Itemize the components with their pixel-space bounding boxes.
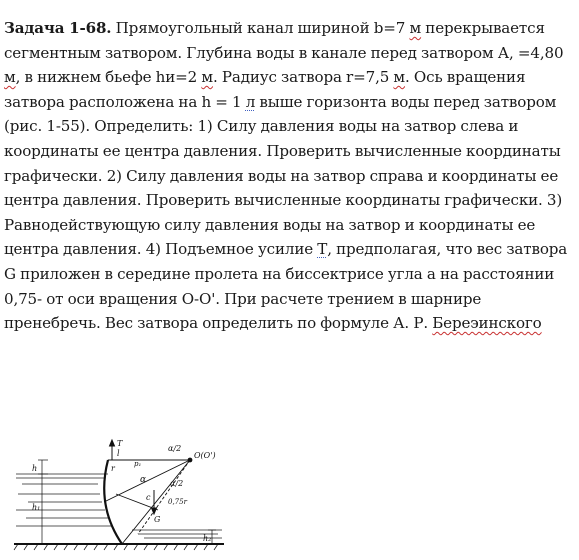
channel-bottom bbox=[14, 544, 224, 550]
text-segment: Прямоугольный канал шириной b=7 bbox=[111, 19, 410, 37]
label-G: G bbox=[154, 515, 161, 524]
gate-figure bbox=[8, 438, 228, 558]
spellcheck-word: м bbox=[393, 68, 406, 87]
text-segment: , в нижнем бьефе hи=2 bbox=[15, 68, 202, 87]
label-l: l bbox=[117, 449, 120, 458]
label-c: c bbox=[146, 493, 151, 502]
text-segment: . Радиус затвора r=7,5 bbox=[212, 68, 394, 87]
spellcheck-word: л bbox=[245, 92, 256, 111]
text-segment: выше горизонта воды перед затвором (рис. 1-55). Определить: 1) Силу давления воды на затвор слева и координаты ее центра давления. Проверить вычисленные координаты графически. 2) Силу давления воды на затвор справа и координаты ее центра давления. Проверить вычисленные координаты графически. 3) Равнодействующую силу давления воды на затвор и координаты ее центра давления. 4) Подъемное усилие bbox=[4, 92, 563, 259]
problem-text bbox=[4, 16, 578, 336]
problem-title: Задача 1-68. bbox=[4, 19, 112, 37]
label-alpha-half-top: α/2 bbox=[168, 444, 182, 453]
upstream-water bbox=[16, 474, 112, 526]
gate-diagram bbox=[8, 438, 228, 558]
label-p: p₁ bbox=[134, 460, 142, 468]
label-h: h bbox=[32, 464, 38, 473]
spellcheck-word: м bbox=[201, 68, 213, 87]
label-r: r bbox=[111, 464, 115, 473]
text-segment: перекрывается сегментным затвором. Глубина воды в канале перед затвором А, =4,80 bbox=[4, 19, 564, 62]
label-h2: h₂ bbox=[203, 534, 212, 543]
pivot-point bbox=[188, 458, 193, 463]
label-T: T bbox=[117, 439, 123, 448]
label-axis: O(O') bbox=[194, 451, 216, 460]
label-alpha: α bbox=[140, 475, 147, 485]
label-h1: h₁ bbox=[32, 503, 41, 512]
spellcheck-word: м bbox=[4, 68, 16, 87]
lift-force-arrow bbox=[110, 440, 115, 460]
label-alpha-half: α/2 bbox=[170, 479, 184, 488]
label-dist: 0,75r bbox=[168, 498, 187, 506]
text-segment: , предполагая, что вес затвора G приложен в середине пролета на биссектрисе угла а на расстоянии 0,75- от оси вращения О-О'. При расчете трением в шарнире пренебречь. Вес затвора определить по формуле А. Р. bbox=[4, 240, 568, 333]
spellcheck-word: Береэинского bbox=[432, 314, 542, 333]
spellcheck-word: Т bbox=[317, 240, 328, 259]
spellcheck-word: м bbox=[409, 19, 422, 37]
text-segment: . Ось вращения затвора расположена на h = 1 bbox=[4, 68, 526, 111]
